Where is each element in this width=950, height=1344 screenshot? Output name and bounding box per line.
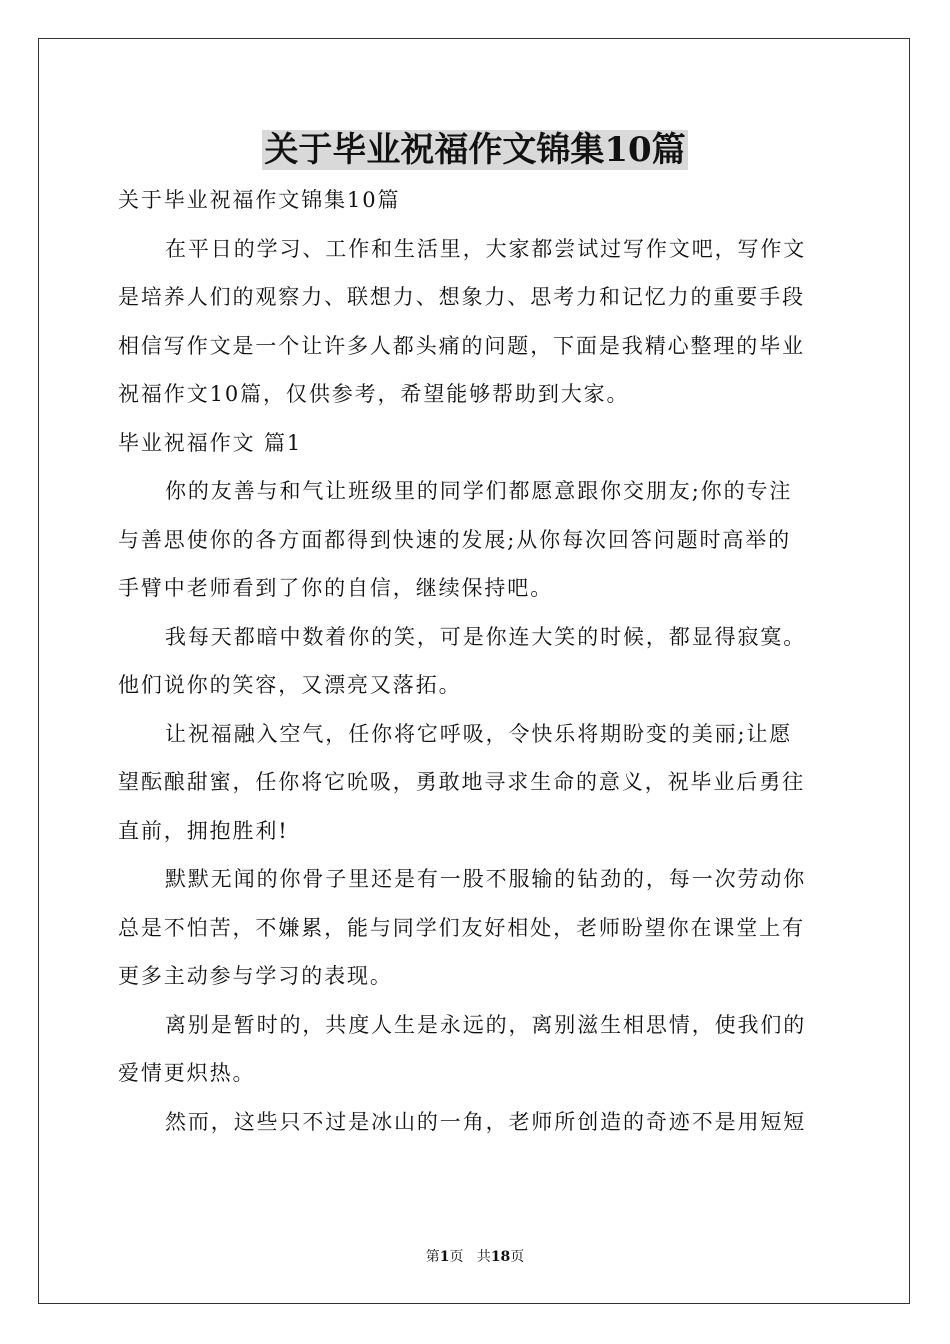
text-line: 离别是暂时的，共度人生是永远的，离别滋生相思情，使我们的	[165, 1012, 807, 1037]
text-line: 爱情更炽热。	[118, 1061, 256, 1085]
text-line: 你的友善与和气让班级里的同学们都愿意跟你交朋友;你的专注	[165, 479, 793, 503]
text-line: 让祝福融入空气，任你将它呼吸，令快乐将期盼变的美丽;让愿	[165, 721, 793, 746]
page-label-suffix: 页	[449, 1249, 464, 1265]
page-footer	[0, 1247, 950, 1267]
text-line: 直前，拥抱胜利!	[118, 818, 289, 843]
text-line: 总是不怕苦，不嫌累，能与同学们友好相处，老师盼望你在课堂上有	[118, 915, 805, 940]
text-line: 我每天都暗中数着你的笑，可是你连大笑的时候，都显得寂寞。	[165, 624, 807, 649]
text-line: 更多主动参与学习的表现。	[118, 964, 393, 988]
text-line: 关于毕业祝福作文锦集10篇	[118, 188, 401, 212]
text-line: 手臂中老师看到了你的自信，继续保持吧。	[118, 576, 554, 600]
text-line: 望酝酿甜蜜，任你将它吮吸，勇敢地寻求生命的意义，祝毕业后勇往	[118, 770, 805, 794]
text-line: 毕业祝福作文 篇1	[118, 430, 303, 455]
text-line: 然而，这些只不过是冰山的一角，老师所创造的奇迹不是用短短	[165, 1109, 807, 1134]
document-body	[118, 176, 833, 1146]
text-line: 相信写作文是一个让许多人都头痛的问题，下面是我精心整理的毕业	[118, 333, 805, 358]
text-line: 默默无闻的你骨子里还是有一股不服输的钻劲的，每一次劳动你	[165, 867, 807, 891]
total-label-suffix: 页	[510, 1249, 525, 1265]
text-line: 祝福作文10篇，仅供参考，希望能够帮助到大家。	[118, 382, 630, 406]
text-line: 与善思使你的各方面都得到快速的发展;从你每次回答问题时高举的	[118, 527, 792, 552]
page-label-prefix: 第	[425, 1249, 440, 1265]
text-line: 是培养人们的观察力、联想力、想象力、思考力和记忆力的重要手段	[118, 285, 805, 309]
text-line: 在平日的学习、工作和生活里，大家都尝试过写作文吧，写作文	[165, 236, 807, 261]
current-page-number: 1	[439, 1249, 450, 1265]
document-title-text: 关于毕业祝福作文锦集10篇	[264, 130, 686, 170]
document-title	[0, 124, 950, 176]
total-label-prefix: 共	[476, 1249, 491, 1265]
text-line: 他们说你的笑容，又漂亮又落拓。	[118, 673, 462, 697]
total-pages-number: 18	[490, 1249, 511, 1265]
